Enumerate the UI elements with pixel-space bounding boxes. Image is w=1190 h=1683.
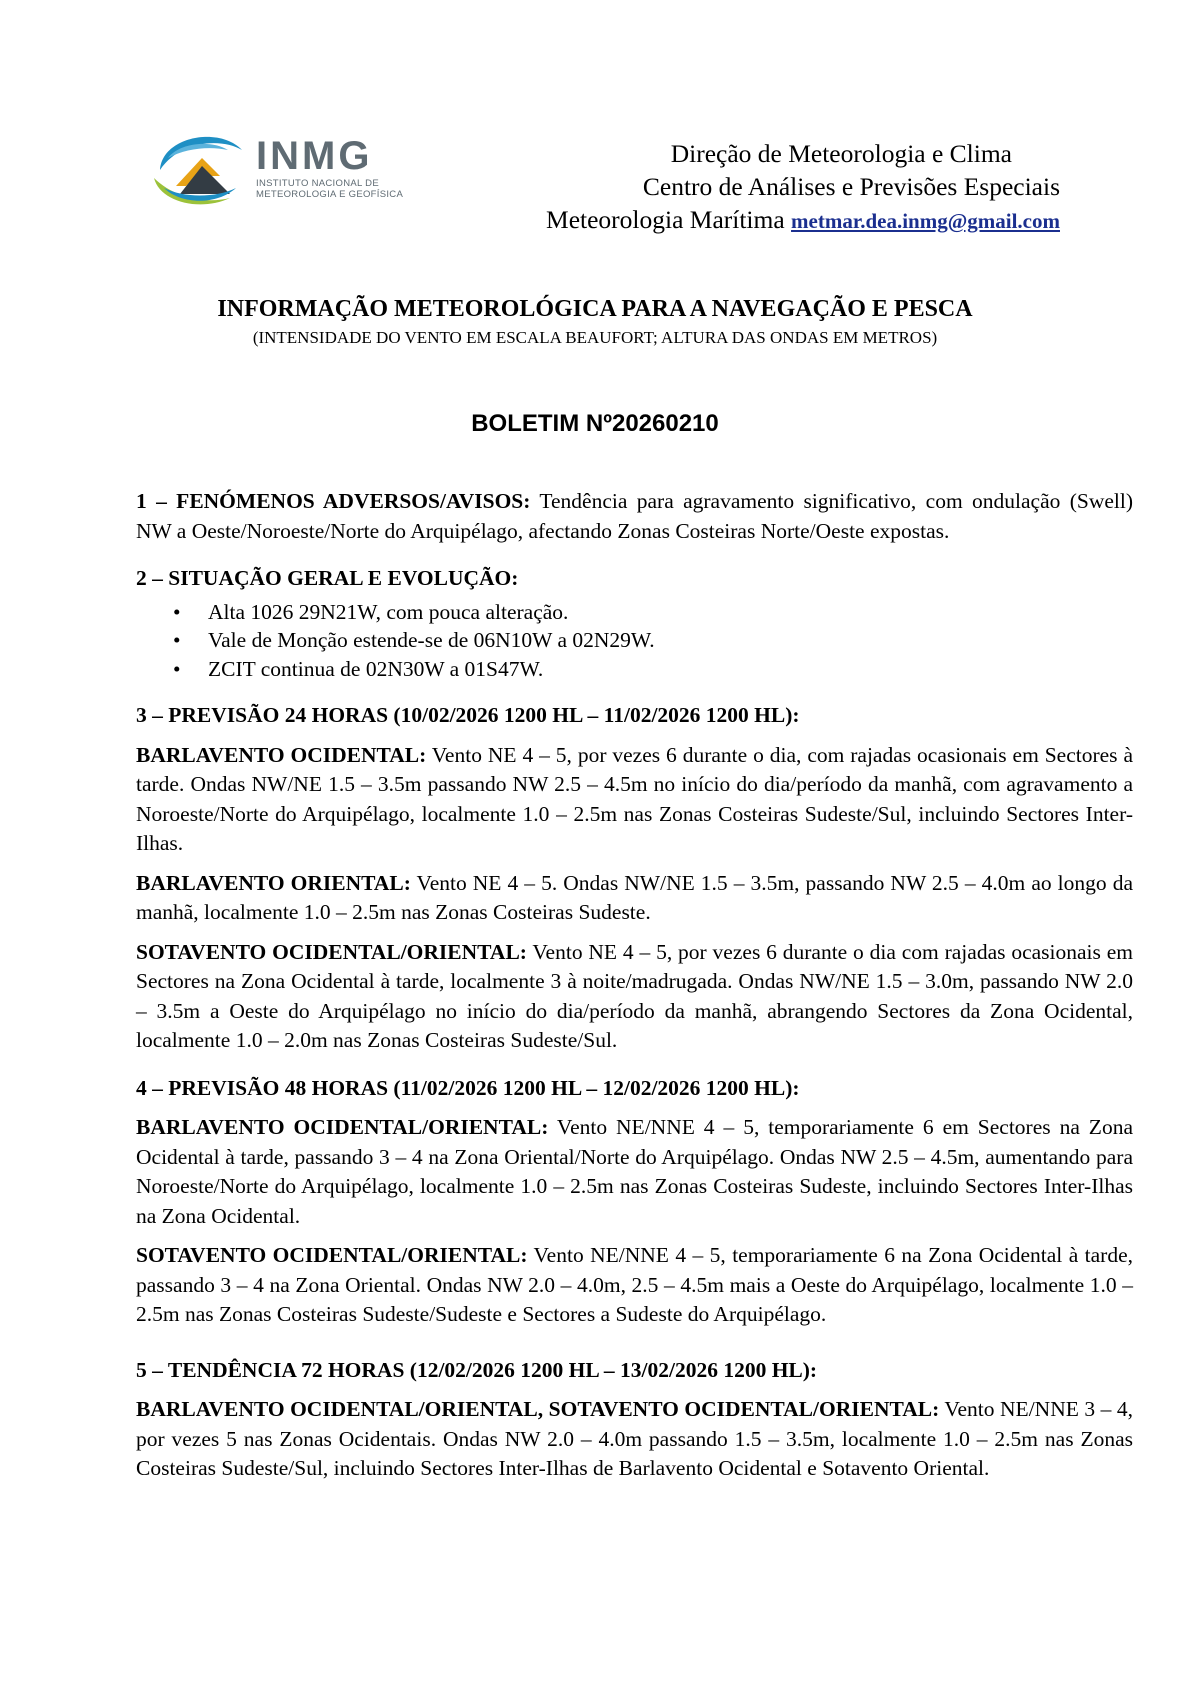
section-5-heading: 5 – TENDÊNCIA 72 HORAS (12/02/2026 1200 HL – 13/02/2026 1200 HL): xyxy=(136,1357,818,1382)
header-block xyxy=(546,137,1060,238)
zone-text: Vento NE/NNE 4 – 5, temporariamente 6 na Zona Ocidental à tarde, passando 3 – 4 na Zona Oriental. Ondas NW 2.0 – 4.0m, 2.5 – 4.5m mais a Oeste do Arquipélago, localmente 1.0 – 2.5m nas Zonas Costeiras Sudeste/Sudeste e Sectores a Sudeste do Arquipélago. xyxy=(136,1243,1133,1326)
list-item-text: Vale de Monção estende-se de 06N10W a 02N29W. xyxy=(208,628,655,652)
bullet-icon: • xyxy=(173,656,181,681)
bullet-icon: • xyxy=(173,599,181,624)
section-2-list xyxy=(136,598,1133,684)
section-3-paragraph xyxy=(136,869,1133,928)
section-3-heading: 3 – PREVISÃO 24 HORAS (10/02/2026 1200 HL – 11/02/2026 1200 HL): xyxy=(136,703,800,727)
document-subtitle: (INTENSIDADE DO VENTO EM ESCALA BEAUFORT; ALTURA DAS ONDAS EM METROS) xyxy=(252,328,938,347)
section-4-paragraph xyxy=(136,1241,1133,1330)
logo-subtitle-line1: INSTITUTO NACIONAL DE xyxy=(256,178,379,189)
section-4-paragraph xyxy=(136,1113,1133,1231)
section-1 xyxy=(136,487,1133,546)
header-line-directorate: Direção de Meteorologia e Clima xyxy=(670,139,1012,168)
zone-text: Vento NE 4 – 5. Ondas NW/NE 1.5 – 3.5m, passando NW 2.5 – 4.0m ao longo da manhã, localmente 1.0 – 2.5m nas Zonas Costeiras Sudeste. xyxy=(136,870,1133,924)
logo-subtitle xyxy=(256,178,403,200)
header-line-center: Centro de Análises e Previsões Especiais xyxy=(642,172,1060,201)
logo-wordmark: INMG xyxy=(256,134,373,178)
section-1-text: Tendência para agravamento significativo, com ondulação (Swell) NW a Oeste/Noroeste/Norte do Arquipélago, afectando Zonas Costeiras Norte/Oeste expostas. xyxy=(136,489,1133,543)
zone-label: BARLAVENTO OCIDENTAL: xyxy=(136,742,427,767)
inmg-logo xyxy=(150,128,420,210)
zone-text: Vento NE/NNE 4 – 5, temporariamente 6 em Sectores na Zona Ocidental à tarde, passando 3 – 4 na Zona Oriental/Norte do Arquipélago. Ondas NW 2.5 – 4.5m, aumentando para Noroeste/Norte do Arquipélago, localmente 1.0 – 2.5m nas Zonas Costeiras Sudeste, incluindo Sectores Inter-Ilhas na Zona Ocidental. xyxy=(136,1115,1133,1228)
header-line-marine xyxy=(546,203,1060,238)
list-item xyxy=(136,626,1133,655)
list-item-text: Alta 1026 29N21W, com pouca alteração. xyxy=(208,599,569,624)
zone-label: SOTAVENTO OCIDENTAL/ORIENTAL: xyxy=(136,1243,528,1267)
logo-subtitle-line2: METEOROLOGIA E GEOFÍSICA xyxy=(256,189,404,200)
zone-text: Vento NE 4 – 5, por vezes 6 durante o dia, com rajadas ocasionais em Sectores à tarde. Ondas NW/NE 1.5 – 3.5m passando NW 2.5 – 4.5m no início do dia/período da manhã, com agravamento a Noroeste/Norte do Arquipélago, localmente 1.0 – 2.5m nas Zonas Costeiras Sudeste/Sul, incluindo Sectores Inter-Ilhas. xyxy=(136,742,1134,855)
bullet-icon: • xyxy=(173,628,181,652)
section-1-heading: 1 – FENÓMENOS ADVERSOS/AVISOS: xyxy=(136,489,531,513)
list-item xyxy=(136,598,1133,627)
inmg-emblem-icon xyxy=(150,128,250,210)
list-item-text: ZCIT continua de 02N30W a 01S47W. xyxy=(208,656,544,681)
section-5-paragraph xyxy=(136,1395,1133,1484)
section-3-paragraph xyxy=(136,741,1133,859)
zone-label: BARLAVENTO OCIDENTAL/ORIENTAL, SOTAVENTO OCIDENTAL/ORIENTAL: xyxy=(136,1397,940,1421)
header-marine-label: Meteorologia Marítima xyxy=(546,205,785,234)
section-3-paragraph xyxy=(136,938,1133,1056)
zone-text: Vento NE/NNE 3 – 4, por vezes 5 nas Zonas Ocidentais. Ondas NW 2.0 – 4.0m passando 1.5 – 3.5m, localmente 1.0 – 2.5m nas Zonas Costeiras Sudeste/Sul, incluindo Sectores Inter-Ilhas de Barlavento Ocidental e Sotavento Oriental. xyxy=(136,1397,1133,1480)
email-link[interactable]: metmar.dea.inmg@gmail.com xyxy=(791,209,1060,233)
section-2-heading: 2 – SITUAÇÃO GERAL E EVOLUÇÃO: xyxy=(136,566,519,590)
zone-label: SOTAVENTO OCIDENTAL/ORIENTAL: xyxy=(136,939,527,964)
document-body xyxy=(136,487,1133,1484)
zone-label: BARLAVENTO ORIENTAL: xyxy=(136,870,411,895)
zone-text: Vento NE 4 – 5, por vezes 6 durante o dia com rajadas ocasionais em Sectores na Zona Ocidental à tarde, localmente 3 à noite/madrugada. Ondas NW/NE 1.5 – 3.0m, passando NW 2.0 – 3.5m a Oeste do Arquipélago no início do dia/período da manhã, abrangendo Sectores da Zona Ocidental, localmente 1.0 – 2.0m nas Zonas Costeiras Sudeste/Sul. xyxy=(136,939,1133,1052)
bulletin-number: BOLETIM Nº20260210 xyxy=(471,410,719,437)
document-title: INFORMAÇÃO METEOROLÓGICA PARA A NAVEGAÇÃO E PESCA xyxy=(217,296,973,322)
list-item xyxy=(136,655,1133,684)
zone-label: BARLAVENTO OCIDENTAL/ORIENTAL: xyxy=(136,1115,549,1139)
section-4-heading: 4 – PREVISÃO 48 HORAS (11/02/2026 1200 HL – 12/02/2026 1200 HL): xyxy=(136,1075,800,1100)
